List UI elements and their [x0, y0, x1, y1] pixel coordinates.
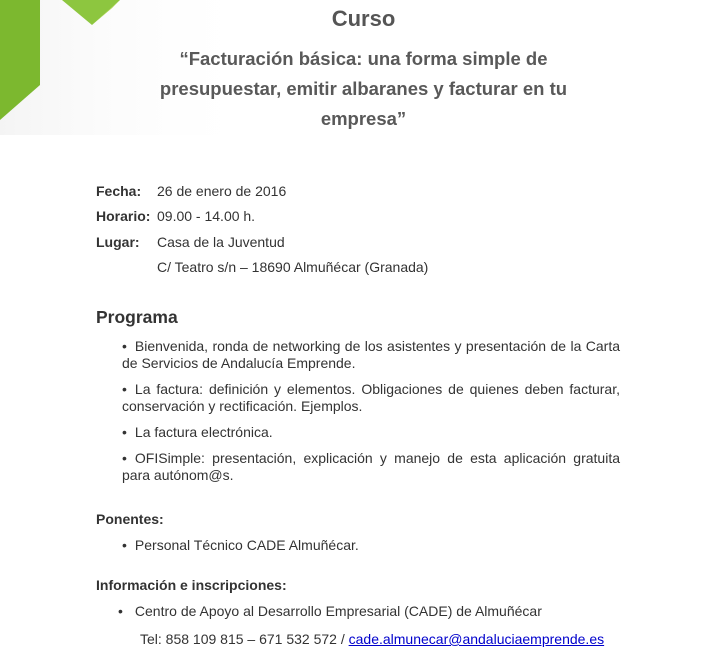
- ponentes-list: [122, 537, 620, 563]
- document-header: [0, 0, 710, 134]
- time-value: 09.00 - 14.00 h.: [157, 208, 256, 225]
- bullet-icon: •: [118, 603, 123, 619]
- place-value: Casa de la Juventud: [157, 233, 285, 250]
- info-list: [118, 603, 616, 629]
- place-key: Lugar:: [96, 233, 140, 250]
- ponentes-heading: Ponentes:: [96, 511, 164, 527]
- time-key: Horario:: [96, 208, 151, 225]
- programa-list: [122, 338, 620, 493]
- bullet-icon: •: [122, 450, 127, 466]
- list-item: • La factura electrónica.: [122, 424, 273, 440]
- list-item: • La factura: definición y elementos. Obligaciones de quienes deben facturar, conservación y rectificación. Ejemplos.: [122, 381, 620, 414]
- date-row: [96, 178, 428, 204]
- address-value: C/ Teatro s/n – 18690 Almuñécar (Granada): [157, 259, 429, 276]
- course-label: Curso: [331, 6, 396, 31]
- course-title: “Facturación básica: una forma simple de presupuestar, emitir albaranes y facturar en tu empresa”: [159, 48, 568, 129]
- time-row: [96, 204, 428, 230]
- bullet-icon: •: [122, 381, 127, 397]
- bullet-icon: •: [122, 424, 127, 440]
- place-row: [96, 229, 428, 255]
- date-key: Fecha:: [96, 182, 142, 199]
- programa-heading: Programa: [96, 307, 178, 327]
- info-heading: Información e inscripciones:: [96, 577, 287, 593]
- event-details: [96, 178, 428, 280]
- list-item: • Bienvenida, ronda de networking de los asistentes y presentación de la Carta de Servicios de Andalucía Emprende.: [122, 338, 620, 371]
- date-value: 26 de enero de 2016: [157, 182, 287, 199]
- list-item: • OFISimple: presentación, explicación y manejo de esta aplicación gratuita para autónom@s.: [122, 450, 620, 483]
- center-name: Centro de Apoyo al Desarrollo Empresarial (CADE) de Almuñécar: [134, 603, 542, 619]
- email-link[interactable]: cade.almunecar@andaluciaemprende.es: [348, 631, 605, 647]
- bullet-icon: •: [122, 338, 127, 354]
- list-item: • Personal Técnico CADE Almuñécar.: [122, 537, 359, 553]
- list-item: [118, 603, 616, 620]
- phone-text: Tel: 858 109 815 – 671 532 572 /: [140, 631, 349, 647]
- contact-line: [140, 631, 604, 647]
- bullet-icon: •: [122, 537, 127, 553]
- address-row: [96, 255, 428, 281]
